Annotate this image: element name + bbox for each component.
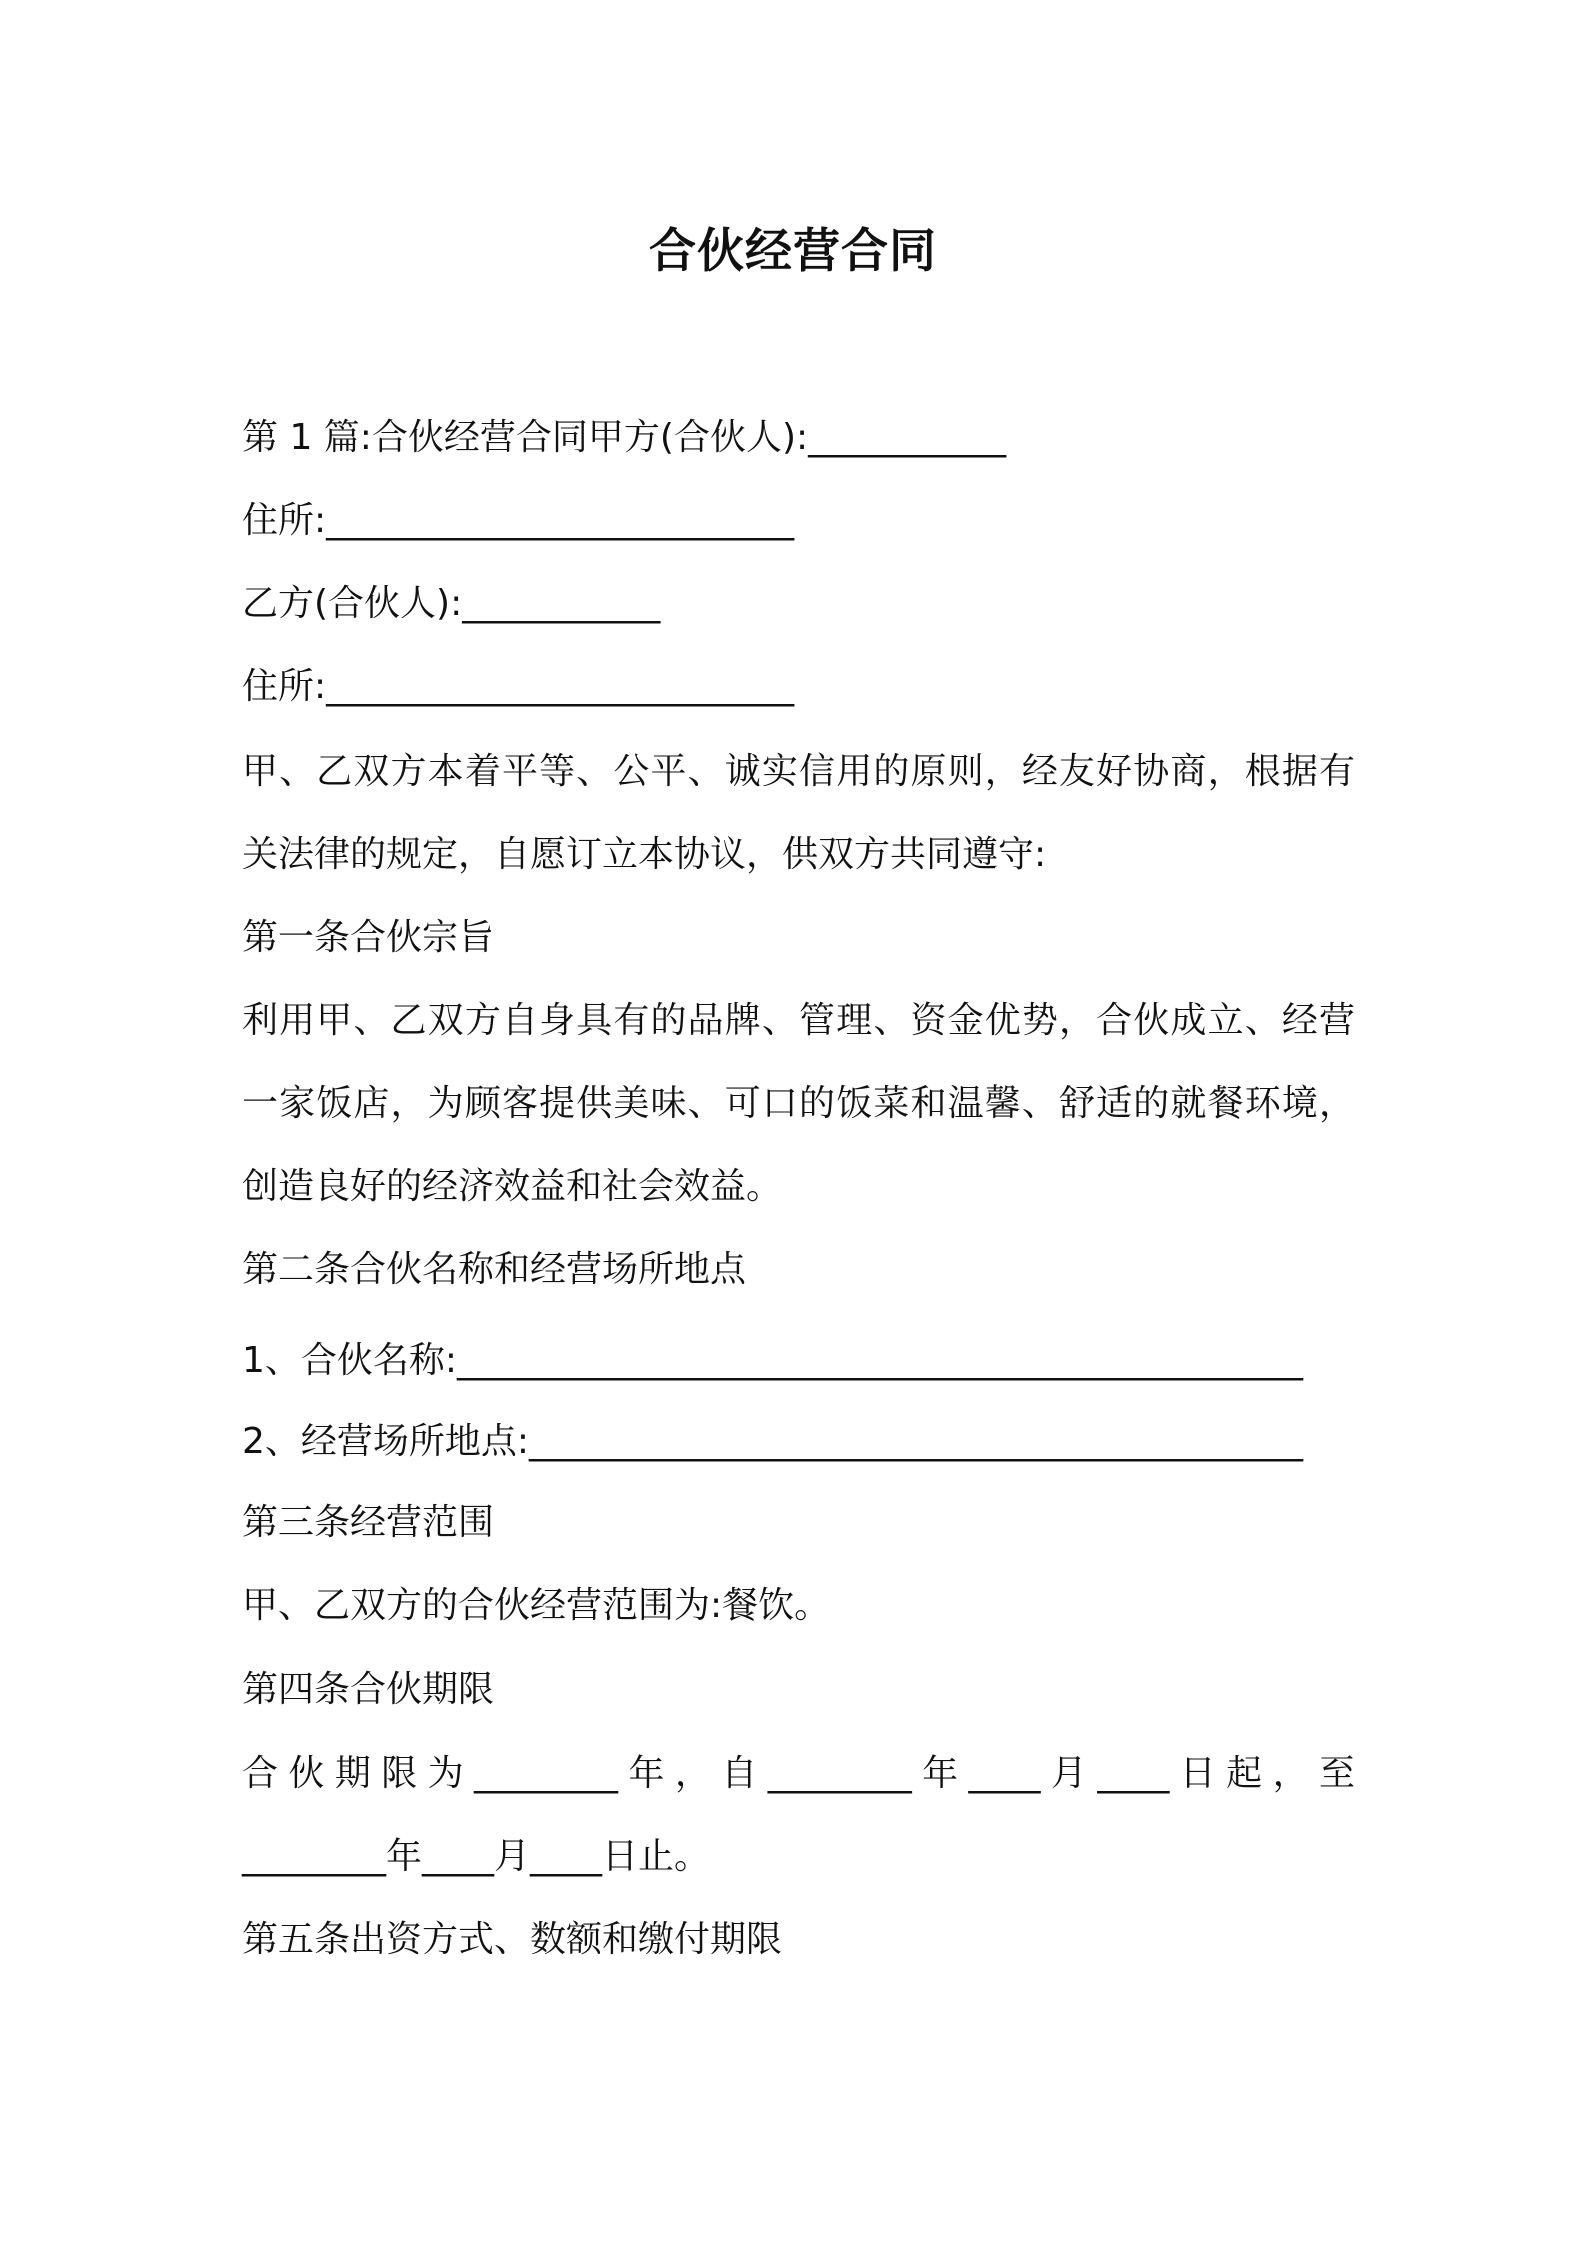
- document-title: 合伙经营合同: [649, 224, 937, 279]
- party-a-line: 第 1 篇:合伙经营合同甲方(合伙人):___________: [242, 417, 1007, 458]
- party-b-line: 乙方(合伙人):___________: [242, 583, 661, 624]
- article-2-heading: 第二条合伙名称和经营场所地点: [242, 1249, 747, 1290]
- article-1-body-line-2: 一家饭店，为顾客提供美味、可口的饭菜和温馨、舒适的就餐环境，: [242, 1083, 1355, 1124]
- article-4-body-line-1: 合伙期限为________年，自________年____月____日起，至: [242, 1753, 1355, 1794]
- preamble-line-1: 甲、乙双方本着平等、公平、诚实信用的原则，经友好协商，根据有: [242, 751, 1355, 792]
- party-b-address-line: 住所:__________________________: [242, 666, 795, 707]
- party-a-address-line: 住所:__________________________: [242, 500, 795, 541]
- article-4-heading: 第四条合伙期限: [242, 1669, 495, 1710]
- article-1-body-line-1: 利用甲、乙双方自身具有的品牌、管理、资金优势，合伙成立、经营: [242, 1000, 1355, 1041]
- article-3-heading: 第三条经营范围: [242, 1502, 495, 1543]
- article-3-body: 甲、乙双方的合伙经营范围为:餐饮。: [242, 1585, 831, 1626]
- business-location-line: 2、经营场所地点:___________________________________________: [242, 1421, 1304, 1462]
- partnership-name-line: 1、合伙名称:_______________________________________________: [242, 1340, 1304, 1381]
- article-1-body-line-3: 创造良好的经济效益和社会效益。: [242, 1166, 783, 1207]
- preamble-line-2: 关法律的规定，自愿订立本协议，供双方共同遵守:: [242, 834, 1047, 875]
- article-4-body-line-2: ________年____月____日止。: [242, 1836, 711, 1877]
- article-5-heading: 第五条出资方式、数额和缴付期限: [242, 1919, 783, 1960]
- article-1-heading: 第一条合伙宗旨: [242, 917, 495, 958]
